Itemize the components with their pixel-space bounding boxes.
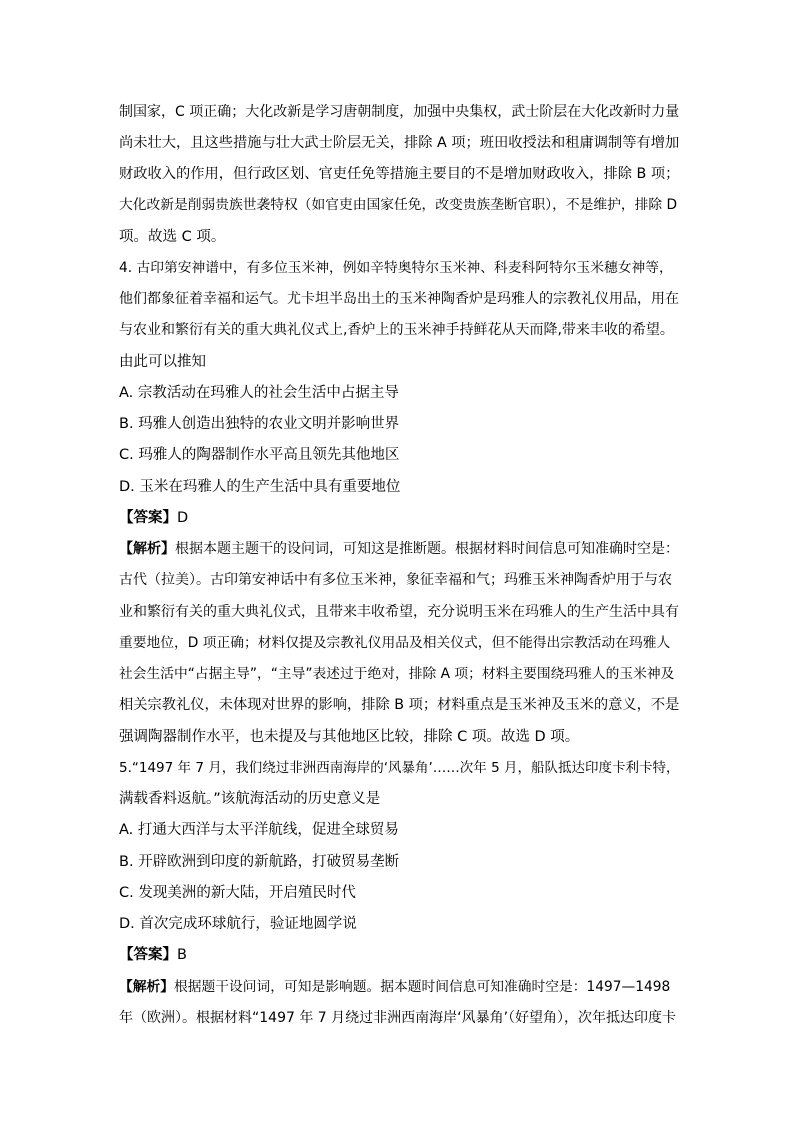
answer-tag: 【答案】	[119, 947, 177, 963]
q5-stem-line: 满载香料返航。”该航海活动的历史意义是	[119, 791, 381, 807]
prev-explanation-line: 财政收入的作用，但行政区划、官吏任免等措施主要目的不是增加财政收入，排除 B 项；	[119, 166, 680, 182]
q4-stem-line: 4. 古印第安神谱中，有多位玉米神，例如辛特奥特尔玉米神、科麦科阿特尔玉米穗女神等，	[119, 260, 673, 276]
q5-option-a: A. 打通大西洋与太平洋航线，促进全球贸易	[119, 822, 399, 838]
q4-analysis-line: 古代（拉美）。古印第安神话中有多位玉米神，象征幸福和气；玛雅玉米神陶香炉用于与农	[119, 572, 672, 588]
analysis-text: 根据题干设问词，可知是影响题。据本题时间信息可知准确时空是：1497—1498	[174, 979, 671, 995]
q4-stem-line: 他们都象征着幸福和运气。尤卡坦半岛出土的玉米神陶香炉是玛雅人的宗教礼仪用品，用在	[119, 291, 679, 307]
q4-option-a: A. 宗教活动在玛雅人的社会生活中占据主导	[119, 385, 399, 401]
q5-analysis-line	[119, 977, 679, 997]
prev-explanation-line: 大化改新是削弱贵族世袭特权（如官吏由国家任免，改变贵族垄断官职），不是维护，排除 D	[119, 197, 678, 213]
q4-analysis-line	[119, 539, 679, 559]
q4-answer	[119, 508, 679, 528]
analysis-tag: 【解析】	[119, 541, 175, 557]
prev-explanation-line: 项。故选 C 项。	[119, 229, 226, 245]
answer-value: B	[177, 947, 187, 963]
q4-analysis-line: 社会生活中“占据主导”，“主导”表述过于绝对，排除 A 项；材料主要围绕玛雅人的玉米神及	[119, 666, 675, 682]
answer-value: D	[177, 510, 189, 526]
q4-option-d: D. 玉米在玛雅人的生产生活中具有重要地位	[119, 479, 401, 495]
q4-option-b: B. 玛雅人创造出独特的农业文明并影响世界	[119, 416, 400, 432]
q4-analysis-line: 重要地位，D 项正确；材料仅提及宗教礼仪用品及相关仪式，但不能得出宗教活动在玛雅人	[119, 635, 671, 651]
q4-stem-line: 与农业和繁衍有关的重大典礼仪式上,香炉上的玉米神手持鲜花从天而降,带来丰收的希望。	[119, 322, 674, 338]
q5-option-b: B. 开辟欧洲到印度的新航路，打破贸易垄断	[119, 854, 400, 870]
prev-explanation-line: 尚未壮大，且这些措施与壮大武士阶层无关，排除 A 项；班田收授法和租庸调制等有增加	[119, 135, 680, 151]
q4-stem-line: 由此可以推知	[119, 354, 206, 370]
analysis-text: 根据本题主题干的设问词，可知这是推断题。根据材料时间信息可知准确时空是：	[175, 541, 679, 557]
analysis-tag: 【解析】	[119, 979, 175, 995]
q4-analysis-line: 强调陶器制作水平，也未提及与其他地区比较，排除 C 项。故选 D 项。	[119, 729, 580, 745]
answer-tag: 【答案】	[119, 510, 177, 526]
q5-stem-line: 5.“1497 年 7 月，我们绕过非洲西南海岸的‘风暴角’……次年 5 月，船队抵达印度卡利卡特，	[119, 760, 680, 776]
q4-analysis-line: 业和繁衍有关的重大典礼仪式，且带来丰收希望，充分说明玉米在玛雅人的生产生活中具有	[119, 604, 679, 620]
prev-explanation-line: 制国家，C 项正确；大化改新是学习唐朝制度，加强中央集权，武士阶层在大化改新时力量	[119, 104, 680, 120]
q5-option-d: D. 首次完成环球航行，验证地圆学说	[119, 916, 357, 932]
q5-answer	[119, 945, 679, 965]
q4-option-c: C. 玛雅人的陶器制作水平高且领先其他地区	[119, 447, 400, 463]
q5-analysis-line: 年（欧洲）。根据材料“1497 年 7 月绕过非洲西南海岸‘风暴角’（好望角），次年抵达印度卡	[119, 1010, 677, 1026]
q4-analysis-line: 相关宗教礼仪，未体现对世界的影响，排除 B 项；材料重点是玉米神及玉米的意义，不是	[119, 697, 680, 713]
q5-option-c: C. 发现美洲的新大陆，开启殖民时代	[119, 885, 356, 901]
